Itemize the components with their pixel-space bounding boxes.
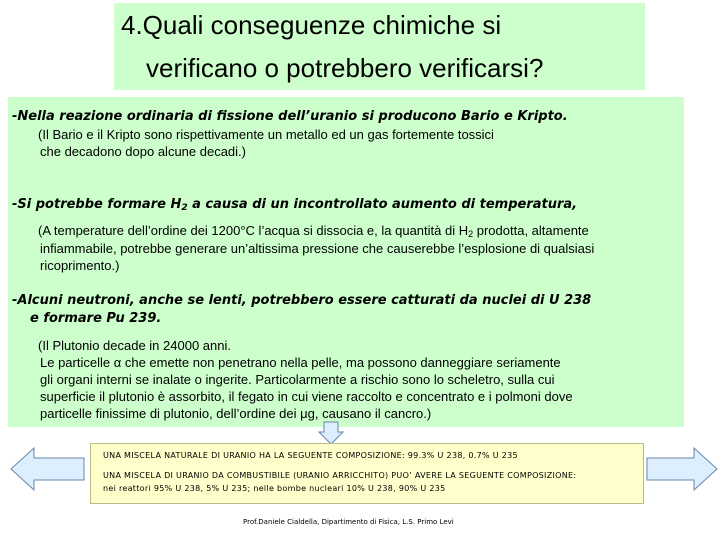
section3-heading-line: -Alcuni neutroni, anche se lenti, potrebbero essere catturati da nuclei di U 238 <box>12 293 592 308</box>
section3-note-line: particelle finissime di plutonio, dell’ordine dei μg, causano il cancro.) <box>40 406 432 421</box>
section1-note-line: che decadono dopo alcune decadi.) <box>40 144 246 159</box>
section3-note-line: Le particelle α che emette non penetrano nella pelle, ma possono danneggiare seriamente <box>40 355 561 370</box>
left-arrow-icon <box>10 446 86 492</box>
section1-note-line: (Il Bario e il Kripto sono rispettivamente un metallo ed un gas fortemente tossici <box>38 127 494 142</box>
info-line: nei reattori 95% U 238, 5% U 235; nelle bombe nucleari 10% U 238, 90% U 235 <box>103 484 446 493</box>
slide-title-line1: 4.Quali conseguenze chimiche si <box>121 10 502 40</box>
section3-heading-line: e formare Pu 239. <box>30 311 162 326</box>
section3-note-line: gli organi interni se inalate o ingerite. Particolarmente a rischio sono lo scheletro, sulla cui <box>40 372 555 387</box>
slide-title-line2: verificano o potrebbero verificarsi? <box>146 53 544 83</box>
section3-note-line: (Il Plutonio decade in 24000 anni. <box>38 338 231 353</box>
section2-note-line: ricoprimento.) <box>40 258 120 273</box>
down-arrow-icon <box>318 421 344 445</box>
info-line: UNA MISCELA DI URANIO DA COMBUSTIBILE (URANIO ARRICCHITO) PUO’ AVERE LA SEGUENTE COMPOSIZIONE: <box>103 471 577 480</box>
section3-note-line: superficie il plutonio è assorbito, il fegato in cui viene raccolto e concentrato e i polmoni dove <box>40 389 573 404</box>
section2-note-line: (A temperature dell’ordine dei 1200°C l’acqua si dissocia e, la quantità di $H_2$ prodotta, altamente <box>38 223 589 239</box>
info-line: UNA MISCELA NATURALE DI URANIO HA LA SEGUENTE COMPOSIZIONE: 99.3% U 238, 0.7% U 235 <box>103 451 518 460</box>
section2-note-line: infiammabile, potrebbe generare un’altissima pressione che causerebbe l’esplosione di qualsiasi <box>40 241 595 256</box>
section1-heading: -Nella reazione ordinaria di fissione dell’uranio si producono Bario e Kripto. <box>12 109 568 124</box>
right-arrow-icon <box>646 446 718 492</box>
footer-credit: Prof.Daniele Cialdella, Dipartimento di Fisica, L.S. Primo Levi <box>243 518 454 526</box>
section2-heading: -Si potrebbe formare $H_2$ a causa di un incontrollato aumento di temperatura, <box>12 197 578 213</box>
